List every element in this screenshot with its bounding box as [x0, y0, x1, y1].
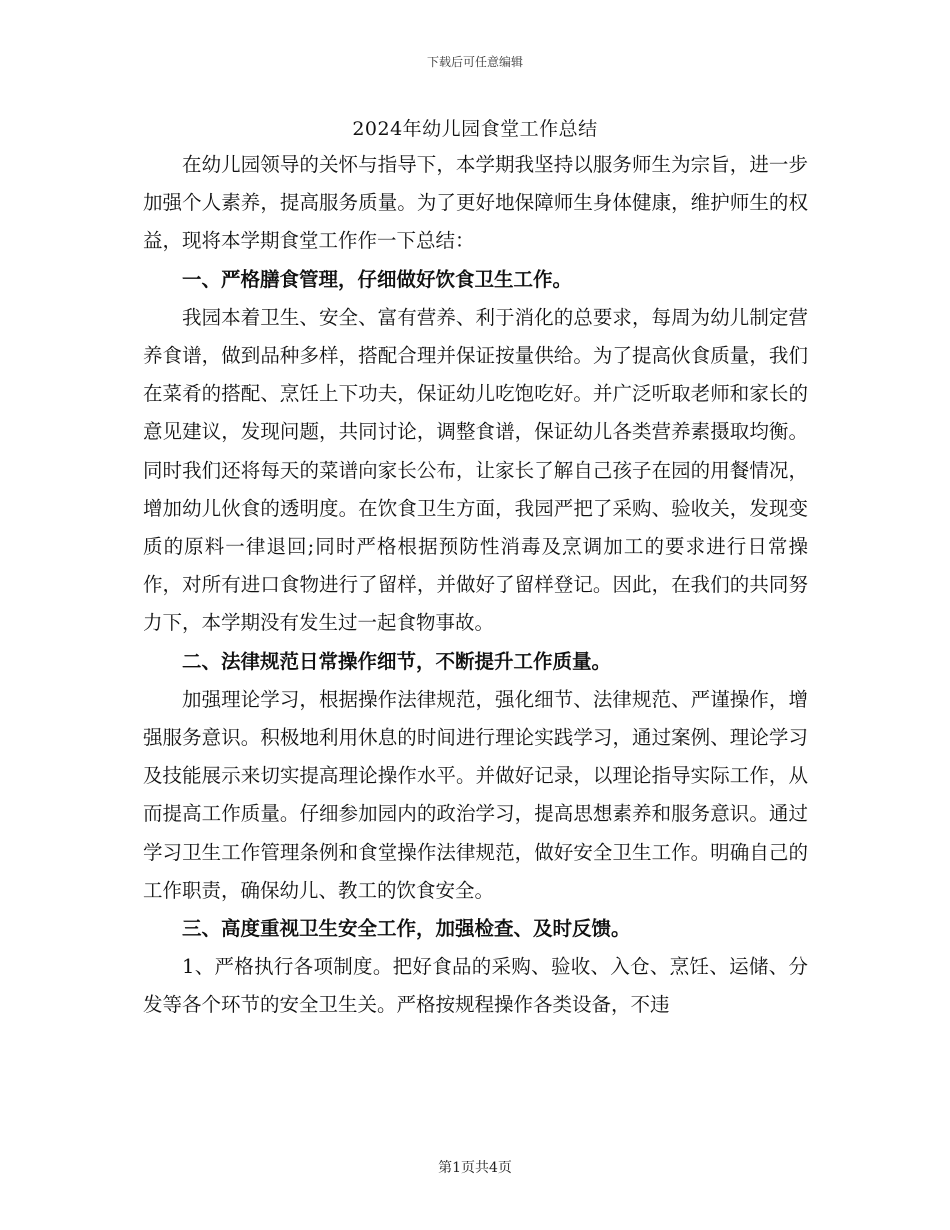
paragraph-section-1: 我园本着卫生、安全、富有营养、利于消化的总要求，每周为幼儿制定营养食谱，做到品种多样，搭配合理并保证按量供给。为了提高伙食质量，我们在菜肴的搭配、烹饪上下功夫，保证幼儿吃饱吃好。并广泛听取老师和家长的意见建议，发现问题，共同讨论，调整食谱，保证幼儿各类营养素摄取均衡。同时我们还将每天的菜谱向家长公布，让家长了解自己孩子在园的用餐情况，增加幼儿伙食的透明度。在饮食卫生方面，我园严把了采购、验收关，发现变质的原料一律退回;同时严格根据预防性消毒及烹调加工的要求进行日常操作，对所有进口食物进行了留样，并做好了留样登记。因此，在我们的共同努力下，本学期没有发生过一起食物事故。: [143, 305, 808, 635]
paragraph-section-3-item-1: 1、严格执行各项制度。把好食品的采购、验收、入仓、烹饪、运储、分发等各个环节的安全卫生关。严格按规程操作各类设备，不违: [143, 955, 808, 1017]
section-heading-1: 一、严格膳食管理，仔细做好饮食卫生工作。: [182, 267, 573, 291]
section-heading-2: 二、法律规范日常操作细节，不断提升工作质量。: [182, 649, 612, 673]
paragraph-section-2: 加强理论学习，根据操作法律规范，强化细节、法律规范、严谨操作，增强服务意识。积极地利用休息的时间进行理论实践学习，通过案例、理论学习及技能展示来切实提高理论操作水平。并做好记录，以理论指导实际工作，从而提高工作质量。仔细参加园内的政治学习，提高思想素养和服务意识。通过学习卫生工作管理条例和食堂操作法律规范，做好安全卫生工作。明确自己的工作职责，确保幼儿、教工的饮食安全。: [143, 687, 808, 902]
section-heading-3: 三、高度重视卫生安全工作，加强检查、及时反馈。: [182, 917, 631, 941]
document-body: [143, 146, 808, 1025]
paragraph-intro: 在幼儿园领导的关怀与指导下，本学期我坚持以服务师生为宗旨，进一步加强个人素养，提高服务质量。为了更好地保障师生身体健康，维护师生的权益，现将本学期食堂工作作一下总结：: [143, 153, 808, 253]
page-footer: 第1页共4页: [438, 1160, 512, 1176]
document-title: 2024年幼儿园食堂工作总结: [352, 118, 598, 140]
page-header: 下载后可任意编辑: [426, 55, 523, 69]
